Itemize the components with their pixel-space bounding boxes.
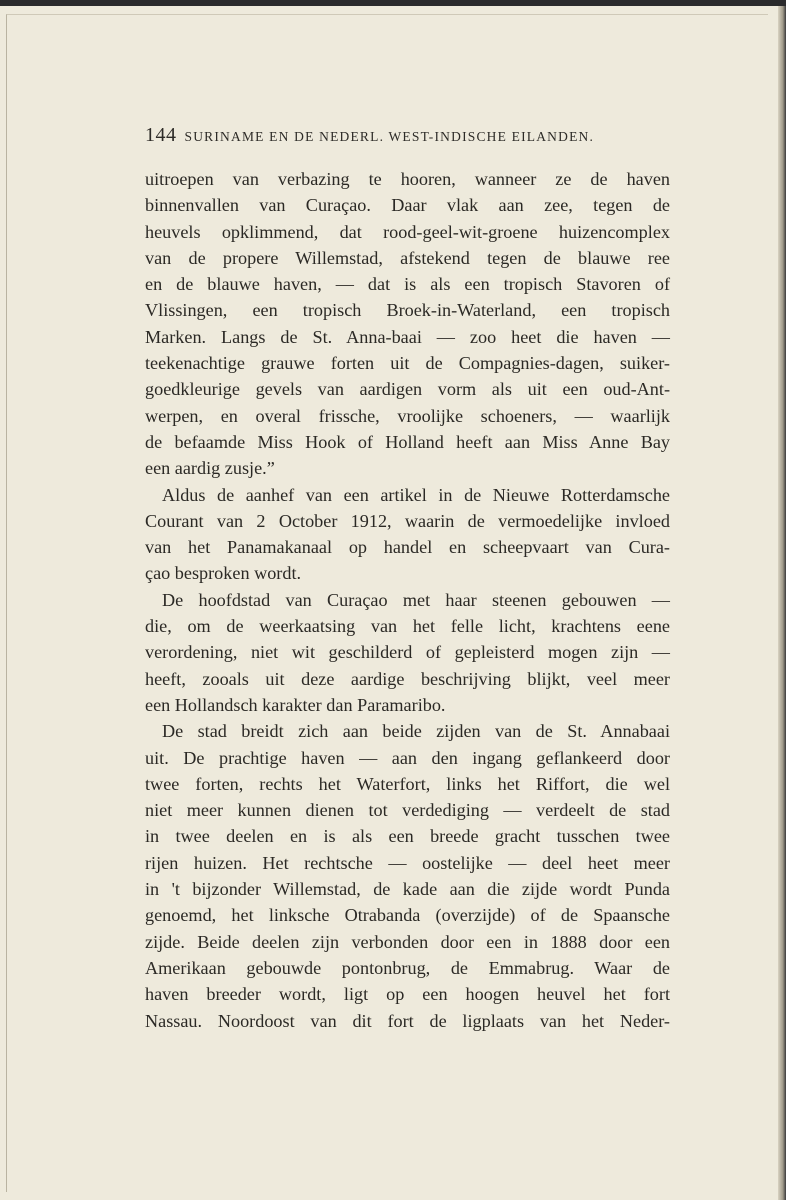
- text-line: uitroepen van verbazing te hooren, wanneer ze de haven: [145, 169, 670, 189]
- text-line: Marken. Langs de St. Anna-baai — zoo heet die haven —: [145, 326, 670, 347]
- paragraph: [145, 166, 670, 482]
- text-line: niet meer kunnen dienen tot verdediging — verdeelt de stad: [145, 800, 670, 821]
- text-line: van het Panamakanaal op handel en scheepvaart van Cura-: [145, 537, 670, 558]
- running-head-title: SURINAME EN DE NEDERL. WEST-INDISCHE EILANDEN.: [184, 129, 595, 144]
- text-line: De hoofdstad van Curaçao met haar steenen gebouwen —: [162, 589, 670, 610]
- body-text: [145, 166, 670, 1034]
- page-number: 144: [145, 124, 177, 146]
- text-line: Nassau. Noordoost van dit fort de ligplaats van het Neder-: [145, 1010, 670, 1031]
- text-line: Courant van 2 October 1912, waarin de vermoedelijke invloed: [145, 510, 670, 531]
- text-line: binnenvallen van Curaçao. Daar vlak aan zee, tegen de: [145, 195, 670, 216]
- paragraph: [145, 718, 670, 1034]
- paragraph: [145, 482, 670, 587]
- text-line: in twee deelen en is als een breede gracht tusschen twee: [145, 826, 670, 847]
- text-line: van de propere Willemstad, afstekend tegen de blauwe ree: [145, 247, 670, 268]
- text-line: uit. De prachtige haven — aan den ingang geflankeerd door: [145, 747, 670, 768]
- text-line: genoemd, het linksche Otrabanda (overzijde) of de Spaansche: [145, 905, 670, 926]
- text-line: haven breeder wordt, ligt op een hoogen heuvel het fort: [145, 984, 670, 1005]
- text-line: een Hollandsch karakter dan Paramaribo.: [145, 694, 446, 715]
- page-spine-shadow: [778, 6, 786, 1200]
- text-line: een aardig zusje.”: [145, 458, 275, 479]
- text-line: twee forten, rechts het Waterfort, links het Riffort, die wel: [145, 773, 670, 794]
- text-line: De stad breidt zich aan beide zijden van de St. Annabaai: [162, 721, 670, 742]
- text-line: çao besproken wordt.: [145, 563, 302, 584]
- text-line: teekenachtige grauwe forten uit de Compagnies-dagen, suiker-: [145, 353, 670, 374]
- text-line: in 't bijzonder Willemstad, de kade aan die zijde wordt Punda: [145, 879, 670, 900]
- text-line: rijen huizen. Het rechtsche — oostelijke — deel heet meer: [145, 852, 670, 873]
- text-line: werpen, en overal frissche, vroolijke schoeners, — waarlijk: [145, 405, 670, 426]
- text-line: goedkleurige gevels van aardigen vorm als uit een oud-Ant-: [145, 379, 670, 400]
- text-line: die, om de weerkaatsing van het felle licht, krachtens eene: [145, 616, 670, 637]
- text-line: Aldus de aanhef van een artikel in de Nieuwe Rotterdamsche: [162, 484, 670, 505]
- text-line: de befaamde Miss Hook of Holland heeft aan Miss Anne Bay: [145, 431, 670, 452]
- running-head: [145, 124, 645, 152]
- text-line: heuvels opklimmend, dat rood-geel-wit-groene huizencomplex: [145, 221, 670, 242]
- text-line: Vlissingen, een tropisch Broek-in-Waterland, een tropisch: [145, 300, 670, 321]
- paragraph: [145, 587, 670, 718]
- text-line: verordening, niet wit geschilderd of gepleisterd mogen zijn —: [145, 642, 670, 663]
- text-line: en de blauwe haven, — dat is als een tropisch Stavoren of: [145, 274, 670, 295]
- text-line: zijde. Beide deelen zijn verbonden door een in 1888 door een: [145, 931, 670, 952]
- text-line: heeft, zooals uit deze aardige beschrijving blijkt, veel meer: [145, 668, 670, 689]
- text-line: Amerikaan gebouwde pontonbrug, de Emmabrug. Waar de: [145, 957, 670, 978]
